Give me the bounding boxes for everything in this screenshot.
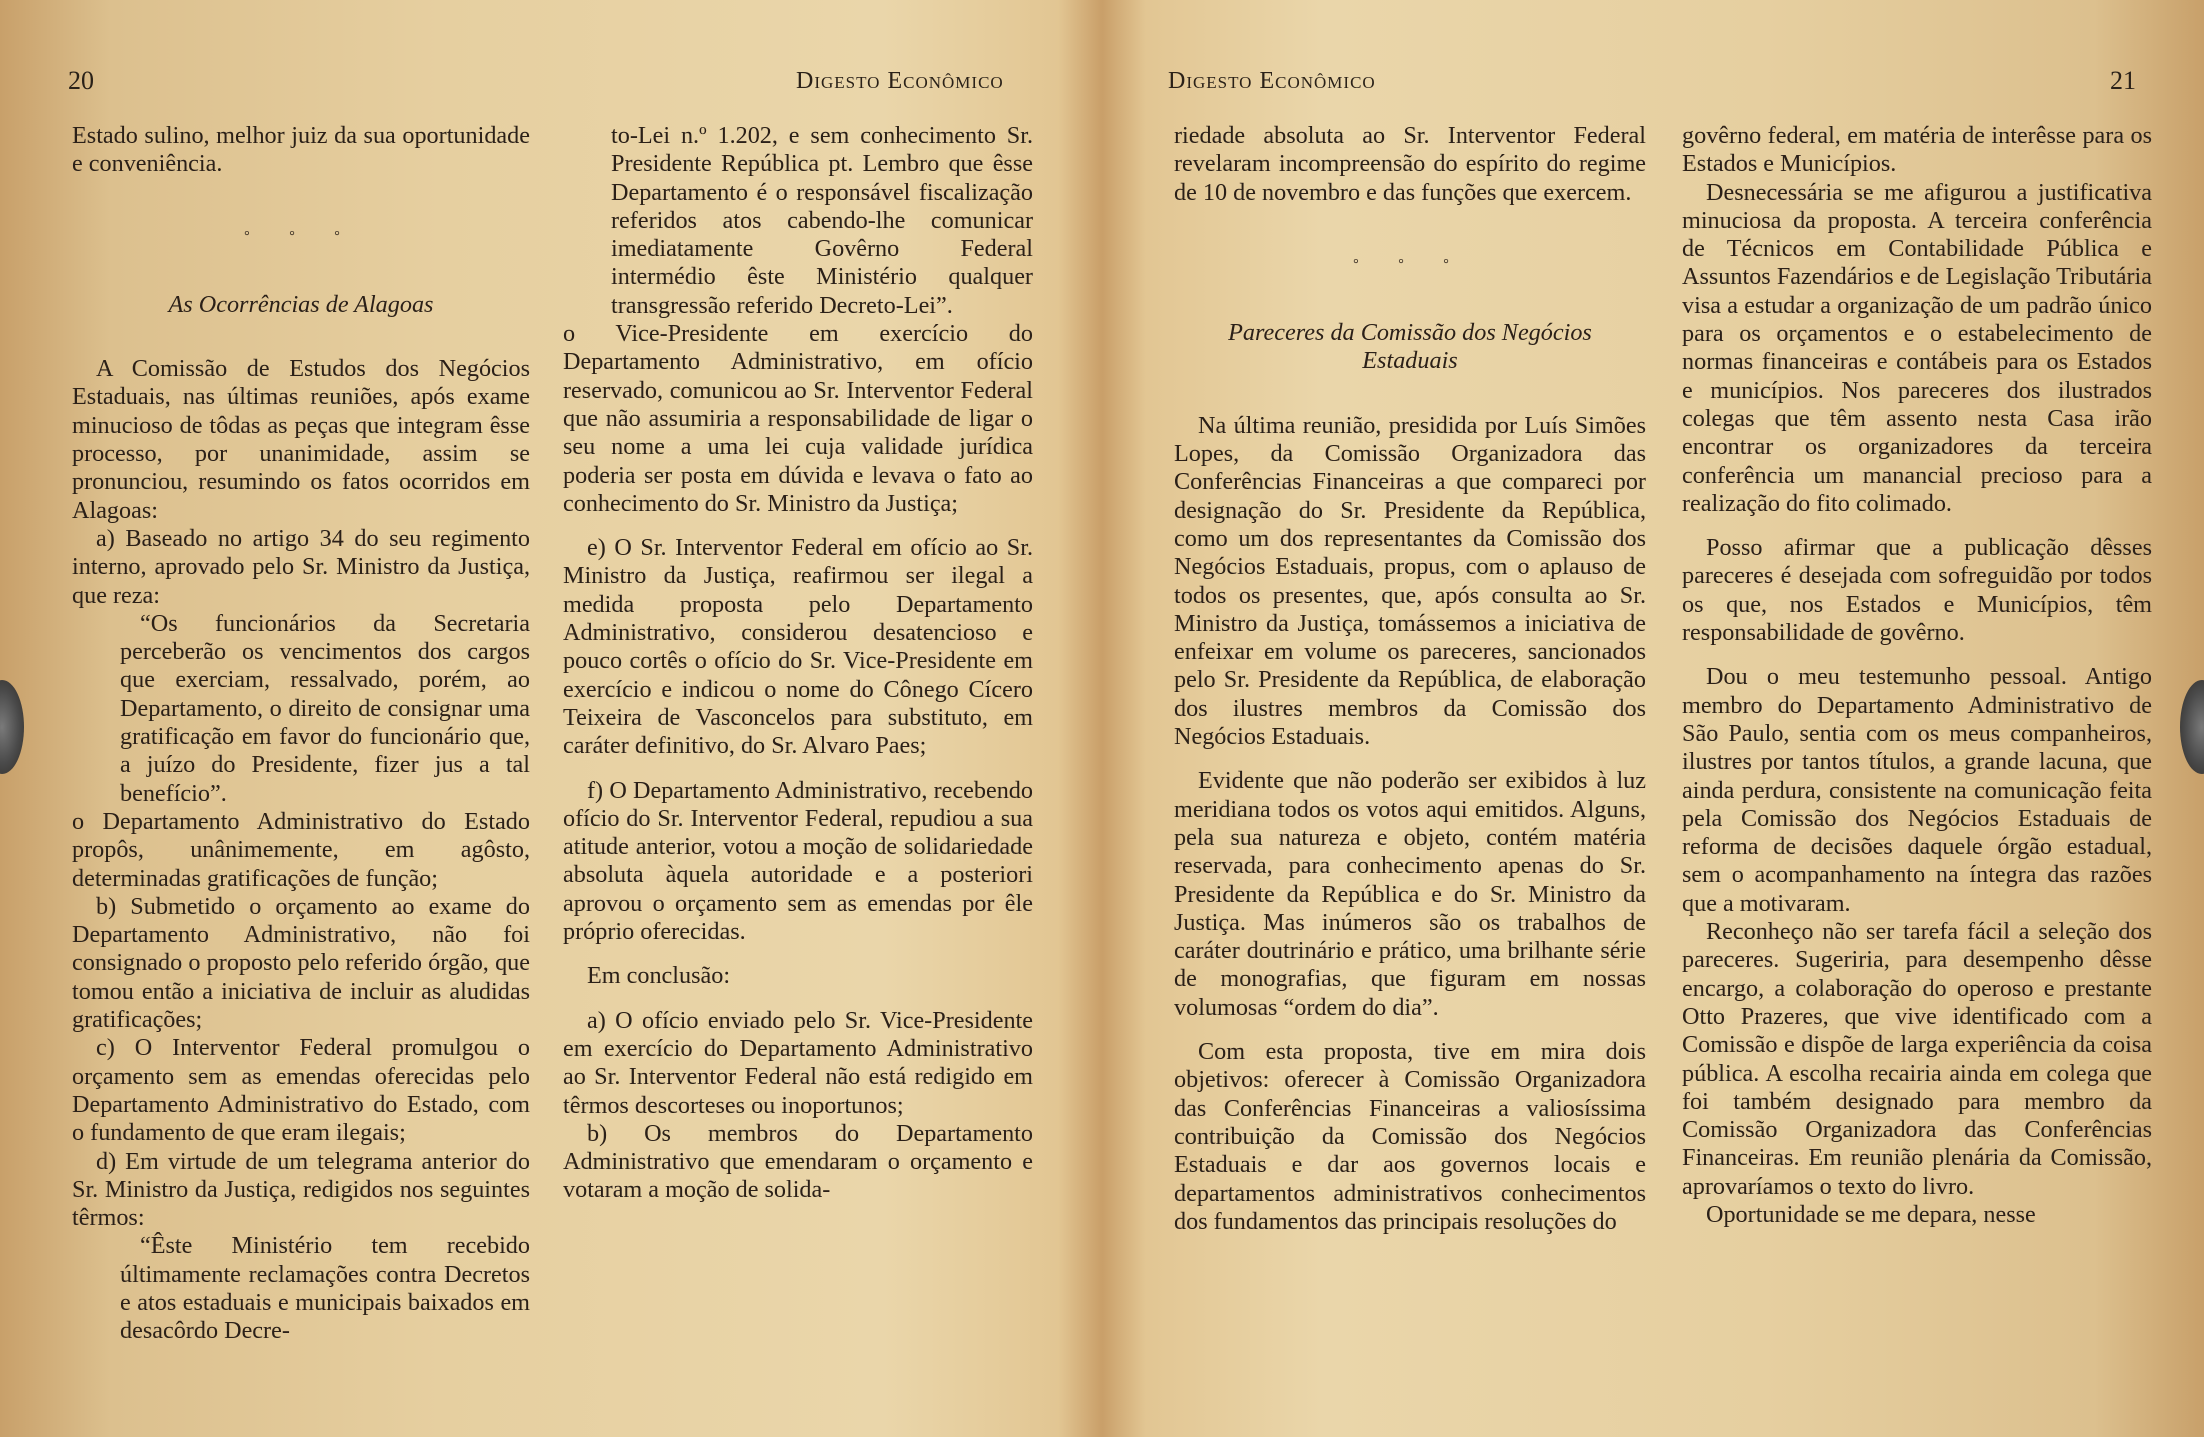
section-divider: ° ° ° <box>244 228 358 244</box>
left-page-column-2 <box>563 122 1033 1205</box>
right-page <box>1104 0 2204 1437</box>
section-divider: ° ° ° <box>1353 256 1467 272</box>
paragraph: e) O Sr. Interventor Federal em ofício ao Sr. Ministro da Justiça, reafirmou ser ilegal a medida proposta pelo Departamento Administrativo, considerou desatencioso e pouco cortês o ofício do Sr. Vice-Presidente em exercício e indicou o nome do Cônego Cícero Teixeira de Vasconcelos para substituto, em caráter definitivo, do Sr. Alvaro Paes; <box>563 534 1033 760</box>
block-quote: “Os funcionários da Secretaria perceberão os vencimentos dos cargos que exerciam, ressalvado, porém, ao Departamento, o direito de consignar uma gratificação em favor do funcionário que, a juízo do Presidente, fizer jus a tal benefício”. <box>120 609 530 807</box>
section-heading-line: Estaduais <box>1362 347 1458 375</box>
paragraph: Em conclusão: <box>587 962 731 990</box>
block-quote: to-Lei n.º 1.202, e sem conhecimento Sr. Presidente República pt. Lembro que êsse Departamento é o responsável fiscalização referidos atos cabendo-lhe comunicar imediatamente Govêrno Federal intermédio êste Ministério qualquer transgressão referido Decreto-Lei”. <box>611 122 1033 319</box>
paragraph: o Vice-Presidente em exercício do Departamento Administrativo, em ofício reservado, comunicou ao Sr. Interventor Federal que não assumiria a responsabilidade de ligar o seu nome a uma lei cuja validade jurídica poderia ser posta em dúvida e levava o fato ao conhecimento do Sr. Ministro da Justiça; <box>563 320 1033 517</box>
paragraph: govêrno federal, em matéria de interêsse para os Estados e Municípios. <box>1682 122 2152 178</box>
paragraph: b) Submetido o orçamento ao exame do Departamento Administrativo, não foi consignado o proposto pelo referido órgão, que tomou então a iniciativa de incluir as aludidas gratificações; <box>72 892 530 1034</box>
section-heading <box>1174 319 1646 376</box>
right-page-column-1 <box>1174 122 1646 1236</box>
paragraph: d) Em virtude de um telegrama anterior do Sr. Ministro da Justiça, redigidos nos seguintes têrmos: <box>72 1147 530 1232</box>
paragraph: Com esta proposta, tive em mira dois objetivos: oferecer à Comissão Organizadora das Conferências Financeiras a valiosíssima contribuição da Comissão dos Negócios Estaduais e dar aos governos locais e departamentos administrativos conhecimentos dos fundamentos das principais resoluções do <box>1174 1038 1646 1235</box>
paragraph: Dou o meu testemunho pessoal. Antigo membro do Departamento Administrativo de São Paulo, sentia com os meus companheiros, ilustres por tantos títulos, a grande lacuna, que ainda perdura, consistente na comunicação feita pela Comissão dos Negócios Estaduais de reforma de decisões daquele órgão estadual, sem o acompanhamento na íntegra das razões que a motivaram. <box>1682 663 2152 917</box>
paragraph: Posso afirmar que a publicação dêsses pareceres é desejada com sofreguidão por todos os que, nos Estados e Municípios, têm responsabilidade de govêrno. <box>1682 534 2152 647</box>
paragraph: Desnecessária se me afigurou a justificativa minuciosa da proposta. A terceira conferência de Técnicos em Contabilidade Pública e Assuntos Fazendários e de Legislação Tributária visa a estudar a organização de um padrão único para os orçamentos e o estabelecimento de normas financeiras e contábeis para os Estados e municípios. Nos pareceres dos ilustrados colegas que têm assento nesta Casa irão encontrar os organizadores da terceira conferência um manancial precioso para a realização do fito colimado. <box>1682 178 2152 517</box>
section-heading: As Ocorrências de Alagoas <box>168 290 434 318</box>
left-page-column-1 <box>72 122 530 1346</box>
paragraph: Estado sulino, melhor juiz da sua oportunidade e conveniência. <box>72 122 530 178</box>
block-quote: “Êste Ministério tem recebido últimamente reclamações contra Decretos e atos estaduais e municipais baixados em desacôrdo Decre- <box>120 1232 530 1345</box>
paragraph: f) O Departamento Administrativo, recebendo ofício do Sr. Interventor Federal, repudiou a sua atitude anterior, votou a moção de solidariedade absoluta àquela autoridade e a posteriori aprovou o orçamento sem as emendas por êle próprio oferecidas. <box>563 776 1033 946</box>
paragraph: A Comissão de Estudos dos Negócios Estaduais, nas últimas reuniões, após exame minucioso de tôdas as peças que integram êsse processo, por unanimidade, assim se pronunciou, resumindo os fatos ocorridos em Alagoas: <box>72 355 530 524</box>
paragraph: b) Os membros do Departamento Administrativo que emendaram o orçamento e votaram a moção de solida- <box>563 1119 1033 1204</box>
paragraph: Oportunidade se me depara, nesse <box>1706 1200 2036 1228</box>
page-number: 20 <box>68 66 94 95</box>
running-head: Digesto Econômico <box>1168 68 1376 94</box>
paragraph: Na última reunião, presidida por Luís Simões Lopes, da Comissão Organizadora das Conferências Financeiras a que compareci por designação do Sr. Presidente da República, como um dos representantes da Comissão dos Negócios Estaduais, propus, com o aplauso de todos os presentes, que, após consulta ao Sr. Ministro da Justiça, tomássemos a iniciativa de enfeixar em volume os pareceres, sancionados pelo Sr. Presidente da República, de elaboração dos ilustres membros da Comissão dos Negócios Estaduais. <box>1174 411 1646 751</box>
paragraph: Reconheço não ser tarefa fácil a seleção dos pareceres. Sugeriria, para desempenho dêsse encargo, a colaboração do operoso e prestante Otto Prazeres, que vive identificado com a Comissão e dispõe de larga experiência da coisa pública. A escolha recairia ainda em colega que foi também designado para membro da Comissão Organizadora das Conferências Financeiras. Em reunião plenária da Comissão, aprovaríamos o texto do livro. <box>1682 918 2152 1200</box>
paragraph: o Departamento Administrativo do Estado propôs, unânimemente, em agôsto, determinadas gratificações de função; <box>72 807 530 892</box>
paragraph: riedade absoluta ao Sr. Interventor Federal revelaram incompreensão do espírito do regime de 10 de novembro e das funções que exercem. <box>1174 122 1646 206</box>
paragraph: Evidente que não poderão ser exibidos à luz meridiana todos os votos aqui emitidos. Alguns, pela sua natureza e objeto, contém matéria reservada, para conhecimento apenas do Sr. Presidente da República e do Sr. Ministro da Justiça. Mas inúmeros são os trabalhos de caráter doutrinário e prático, uma brilhante série de monografias, que figuram em nossas volumosas “ordem do dia”. <box>1174 767 1646 1021</box>
paragraph: c) O Interventor Federal promulgou o orçamento sem as emendas oferecidas pelo Departamento Administrativo do Estado, com o fundamento de que eram ilegais; <box>72 1034 530 1147</box>
running-head: Digesto Econômico <box>796 68 1004 94</box>
section-heading-line: Pareceres da Comissão dos Negócios <box>1228 319 1592 347</box>
right-page-column-2 <box>1682 122 2152 1229</box>
paragraph: a) Baseado no artigo 34 do seu regimento interno, aprovado pelo Sr. Ministro da Justiça, que reza: <box>72 524 530 609</box>
paragraph: a) O ofício enviado pelo Sr. Vice-Presidente em exercício do Departamento Administrativo ao Sr. Interventor Federal não está redigido em têrmos descorteses ou inoportunos; <box>563 1006 1033 1119</box>
page-number: 21 <box>2110 66 2136 95</box>
left-page <box>0 0 1100 1437</box>
